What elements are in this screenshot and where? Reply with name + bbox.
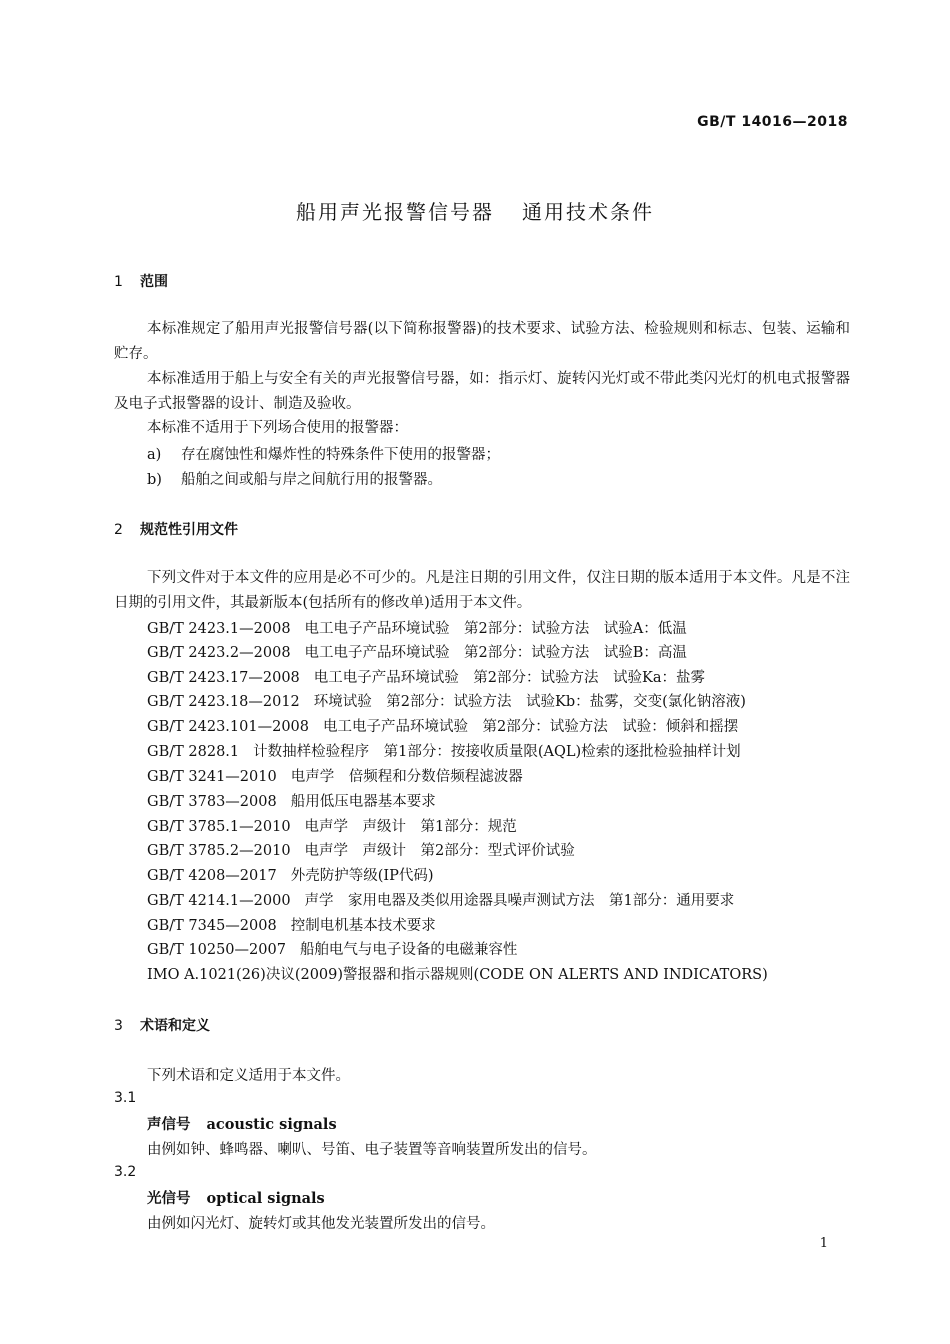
reference-item: GB/T 2423.17—2008 电工电子产品环境试验 第2部分：试验方法 试验Ka：盐雾 xyxy=(147,670,705,686)
section-1-paragraph: 本标准规定了船用声光报警信号器(以下简称报警器)的技术要求、试验方法、检验规则和标志、包装、运输和贮存。 xyxy=(114,321,850,362)
title-part-2: 通用技术条件 xyxy=(522,200,654,224)
reference-item: GB/T 2828.1 计数抽样检验程序 第1部分：按接收质量限(AQL)检索的逐批检验抽样计划 xyxy=(147,744,741,760)
reference-item: GB/T 2423.18—2012 环境试验 第2部分：试验方法 试验Kb：盐雾，交变(氯化钠溶液) xyxy=(147,694,746,710)
reference-item: GB/T 2423.1—2008 电工电子产品环境试验 第2部分：试验方法 试验A：低温 xyxy=(147,621,687,637)
term-definition: 由例如钟、蜂鸣器、喇叭、号笛、电子装置等音响装置所发出的信号。 xyxy=(147,1142,597,1158)
reference-item: GB/T 3785.1—2010 电声学 声级计 第1部分：规范 xyxy=(147,819,517,835)
section-3-intro: 下列术语和定义适用于本文件。 xyxy=(147,1068,350,1084)
reference-item: GB/T 3785.2—2010 电声学 声级计 第2部分：型式评价试验 xyxy=(147,843,575,859)
section-1-heading: 1 范围 xyxy=(114,274,168,290)
section-1-paragraph: 本标准不适用于下列场合使用的报警器： xyxy=(147,420,408,436)
reference-item: GB/T 10250—2007 船舶电气与电子设备的电磁兼容性 xyxy=(147,942,518,958)
term-definition: 由例如闪光灯、旋转灯或其他发光装置所发出的信号。 xyxy=(147,1216,495,1232)
section-2-intro: 下列文件对于本文件的应用是必不可少的。凡是注日期的引用文件，仅注日期的版本适用于本文件。凡是不注日期的引用文件，其最新版本(包括所有的修改单)适用于本文件。 xyxy=(114,570,850,611)
list-item: b) 船舶之间或船与岸之间航行用的报警器。 xyxy=(147,472,442,488)
section-3-heading: 3 术语和定义 xyxy=(114,1018,210,1034)
reference-item: GB/T 4208—2017 外壳防护等级(IP代码) xyxy=(147,868,434,884)
reference-item: IMO A.1021(26)决议(2009)警报器和指示器规则(CODE ON ALERTS AND INDICATORS) xyxy=(147,967,768,983)
title-part-1: 船用声光报警信号器 xyxy=(296,200,494,224)
reference-item: GB/T 7345—2008 控制电机基本技术要求 xyxy=(147,918,436,934)
clause-number: 3.1 xyxy=(114,1090,137,1106)
document-title xyxy=(0,196,950,225)
reference-item: GB/T 2423.101—2008 电工电子产品环境试验 第2部分：试验方法 试验：倾斜和摇摆 xyxy=(147,719,739,735)
page-number: 1 xyxy=(819,1236,828,1251)
reference-item: GB/T 2423.2—2008 电工电子产品环境试验 第2部分：试验方法 试验B：高温 xyxy=(147,645,687,661)
reference-item: GB/T 3783—2008 船用低压电器基本要求 xyxy=(147,794,436,810)
reference-item: GB/T 3241—2010 电声学 倍频程和分数倍频程滤波器 xyxy=(147,769,523,785)
clause-number: 3.2 xyxy=(114,1164,137,1180)
standard-number: GB/T 14016—2018 xyxy=(697,114,848,130)
section-1-paragraph: 本标准适用于船上与安全有关的声光报警信号器，如：指示灯、旋转闪光灯或不带此类闪光灯的机电式报警器及电子式报警器的设计、制造及验收。 xyxy=(114,371,850,412)
term-entry: 声信号 acoustic signals xyxy=(147,1116,337,1133)
section-2-heading: 2 规范性引用文件 xyxy=(114,522,238,538)
reference-item: GB/T 4214.1—2000 声学 家用电器及类似用途器具噪声测试方法 第1部分：通用要求 xyxy=(147,893,735,909)
term-entry: 光信号 optical signals xyxy=(147,1190,325,1207)
list-item: a) 存在腐蚀性和爆炸性的特殊条件下使用的报警器； xyxy=(147,447,500,463)
